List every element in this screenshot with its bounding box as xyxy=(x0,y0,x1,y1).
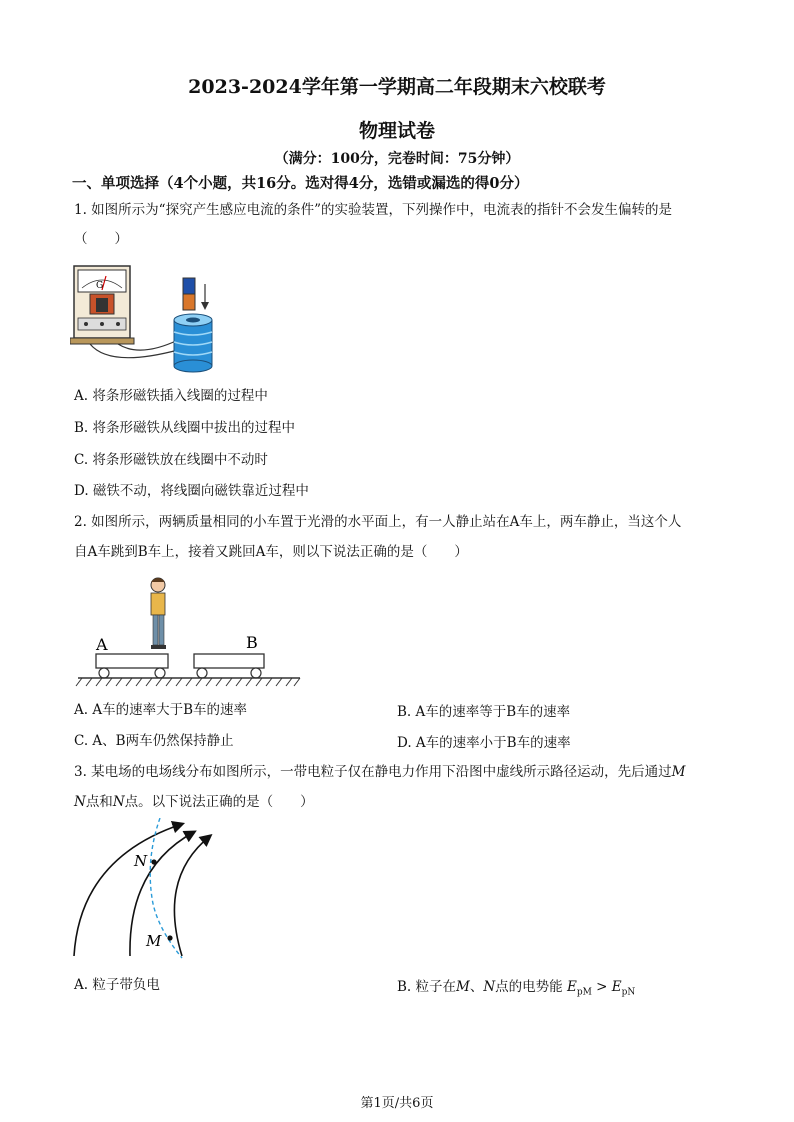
field-line xyxy=(130,832,194,956)
q2-carts-figure xyxy=(72,572,307,692)
cart-b-label: B xyxy=(246,633,258,652)
q3-field-lines-figure xyxy=(70,818,220,960)
q1-option-b: B. 将条形磁铁从线圈中拔出的过程中 xyxy=(74,420,296,436)
q3-stem-line2 xyxy=(74,792,314,812)
cart-a xyxy=(96,654,168,668)
field-line xyxy=(174,836,210,956)
q3-stem-text: 3. 某电场的电场线分布如图所示，一带电粒子仅在静电力作用下沿图中虚线所示路径运动，先后通过 xyxy=(74,764,672,780)
point-n-label: N xyxy=(134,852,148,870)
q1-option-d: D. 磁铁不动，将线圈向磁铁靠近过程中 xyxy=(74,483,309,499)
q3-stem-end: 点。以下说法正确的是（ ） xyxy=(124,794,314,810)
page-number: 第1页/共6页 xyxy=(360,1096,434,1111)
q3-stem-mid: 点和 xyxy=(85,794,113,810)
section-heading: 一、单项选择（4个小题，共16分。选对得4分，选错或漏选的得0分） xyxy=(72,175,529,192)
person-body xyxy=(151,593,165,615)
q1-stem-line1: 1. 如图所示为“探究产生感应电流的条件”的实验装置，下列操作中，电流表的指针不会发生偏转的是 xyxy=(74,202,672,218)
q3-stem-m: M xyxy=(671,764,686,780)
q2-option-d: D. A车的速率小于B车的速率 xyxy=(397,735,571,751)
exam-info: （满分：100分，完卷时间：75分钟） xyxy=(274,151,520,167)
q1-galvanometer-coil-figure xyxy=(70,258,230,373)
q1-stem-line2: （ ） xyxy=(74,231,128,247)
bar-magnet xyxy=(183,278,195,294)
q2-stem-line1: 2. 如图所示，两辆质量相同的小车置于光滑的水平面上，有一人静止站在A车上，两车静止，当这个人 xyxy=(74,514,682,530)
exam-title: 2023-2024学年第一学期高二年段期末六校联考 xyxy=(188,76,606,98)
subject-title: 物理试卷 xyxy=(358,120,435,142)
q1-option-c: C. 将条形磁铁放在线圈中不动时 xyxy=(74,452,268,468)
galvanometer-label: G xyxy=(96,281,104,291)
q3-stem-n2: N xyxy=(112,794,125,810)
cart-b xyxy=(194,654,264,668)
q2-option-b: B. A车的速率等于B车的速率 xyxy=(397,704,571,720)
q3-option-a: A. 粒子带负电 xyxy=(74,977,160,993)
point-m-label: M xyxy=(146,932,162,950)
q3-stem-line1 xyxy=(74,762,686,782)
q3-option-b: B. 粒子在M、N点的电势能 $E_{pM} > E_{pN}$ xyxy=(397,979,636,998)
point-n xyxy=(151,859,156,864)
q2-stem-line2: 自A车跳到B车上，接着又跳回A车，则以下说法正确的是（ ） xyxy=(74,544,468,560)
q3-stem-n: N xyxy=(74,794,86,810)
q2-option-a: A. A车的速率大于B车的速率 xyxy=(74,702,248,718)
q1-option-a: A. 将条形磁铁插入线圈的过程中 xyxy=(74,388,268,404)
point-m xyxy=(167,935,172,940)
cart-a-label: A xyxy=(96,635,108,654)
q2-option-c: C. A、B两车仍然保持静止 xyxy=(74,733,234,749)
